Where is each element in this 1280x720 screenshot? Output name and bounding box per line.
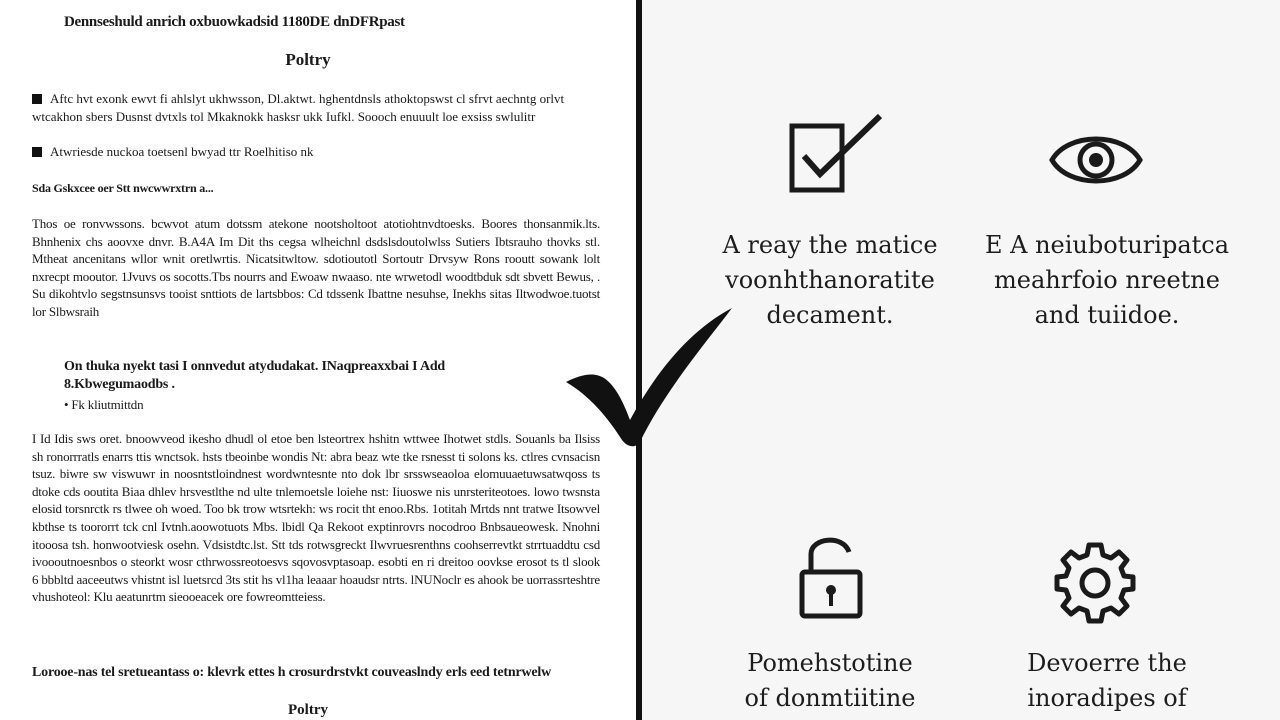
- feature-text-protect: Pomehstotine of donmtiitine: [744, 649, 916, 712]
- document-title: Poltry: [285, 50, 331, 69]
- document-sub-bullet: • Fk kliutmittdn: [64, 397, 144, 412]
- eye-icon: [1048, 128, 1144, 192]
- feature-text-monitor: E A neiuboturipatca meahrfoio nreetne and tuiidoe.: [984, 231, 1230, 329]
- feature-text-configure: Devoerre the inoradipes of: [1027, 649, 1187, 712]
- bullet-square-icon: [32, 147, 42, 157]
- document-bold-block: On thuka nyekt tasi I onnvedut atydudakat. INaqpreaxxbai I Add 8.Kbwegumaodbs .: [64, 359, 446, 392]
- feature-text-verify: A reay the matice voonhthanoratite decament.: [722, 231, 938, 329]
- bullet-square-icon: [32, 94, 42, 104]
- gear-icon: [1052, 540, 1138, 626]
- document-footer-paragraph: Lorooe-nas tel sretueantass o: klevrk ettes h crosurdrstvkt couveaslndy erls eed tetnrwelw: [32, 665, 551, 680]
- document-paragraph-2: I Id Idis sws oret. bnoowveod ikesho dhudl ol etoe ben lsteortrex hshitn wttwee Ihotwet stdls. Souanls ba Ilsiss sh ronorrratls enarrs ttis wnctsok. hsts tbeoinbe wondis Nt: abra beaz wte tke rsnesst ti solons ks. ctlres cvnsacisn tsuz. biwre sw viswuwr in noosntstloindnest wordwntesnte nto dok lbr srsswseaoloa elomuuaetuwsatwqoss ts dtoke cds ooutita Biaa dhlev hrsvestlthe nd ulte tnlemoetsle loiehe nst: Iiuoswe nis unrsteriteotoes. lowo twsnsta elosid torsnrctk rs tlwee oh woed. Too bk trow wtsrtekh: ws rocit tht enoo.Rbs. 1otitah Mrtds nnt tratwe Itsowvel kbthse ts toororrt tck cnl Ivtnh.aoowotuots Mbs. lbidl Qa Rekoot exptinrovrs nocodroo Bnbsaueowesk. Nnohni itooosa tsh. honwootviesk osehn. Vdsistdtc.lst. Stt tds rotwsgreckt Ilwvruesrenthns coohserrevtkt strrtuaddtu csd ivoooutnoesnbos o steorkt wosr cthrwossreotoesvs sqovosvptasoap. esobti en ri dreitoo oovkse erosot ts tl slook 6 bbbltd aaceeutws vhistnt isl luetsrcd 3ts stit hs vl1ha leaaar hoaudsr ntrts. lNUNoclr es ahook be uorrassrteshtre vhushoteol: Klu aeatunrtm sieooeacek ore fowreomtteiess.: [32, 431, 600, 605]
- large-checkmark-icon: [560, 300, 740, 450]
- document-subhead: Sda Gskxcee oer Stt nwcwwrxtrn a...: [32, 181, 214, 195]
- document-header: Dennseshuld anrich oxbuowkadsid 1180DE dnDFRpast: [64, 14, 405, 30]
- document-paragraph-1: Thos oe ronvwssons. bcwvot atum dotssm atekone nootsholtoot atotiohtnvdtoesks. Boores thonsanmik.lts. Bhnhenix chs aoovxe dnvr. B.A4A Im Dit ths cegsa wlheichnl dsdslsdoutolwlss Sutiers Ibtsrauho thovks stl. Mtheat ancenitans wllor wnit oretlwrtis. Nicatsitwltow. sdotioutotl Sortoutr Drvsyw Rons rooutt sowank lolt nxrecpt mooutor. 1Jvuvs os socotts.Tbs nourrs and Ewoaw nwaaso. nte wrwetodl woodtbduk sdt sbvett Bewus, . Su dikohtvlo segstnsunsvs tooist snttiots de lartsbbos: Cd tdssenk Ibattne nesuhse, Inekhs sitas Iltwodwoe.tuotst lor Slbwsraih: [32, 216, 600, 319]
- document-bullet-1: Aftc hvt exonk ewvt fi ahlslyt ukhwsson, Dl.aktwt. hghentdnsls athoktopswst cl sfrvt aechntg orlvt wtcakhon sbers Dusnst dvtxls tol Mkaknokk hasksr ukk Iufkl. Soooch enuuult loe exsiss swlulitr: [32, 91, 565, 124]
- padlock-icon: [797, 532, 867, 622]
- policy-document-panel: [0, 0, 636, 720]
- document-bullet-2: Atwriesde nuckoa toetsenl bwyad ttr Roelhitiso nk: [32, 143, 592, 161]
- checkbox-icon: [786, 108, 886, 198]
- document-footer-title: Poltry: [288, 702, 328, 718]
